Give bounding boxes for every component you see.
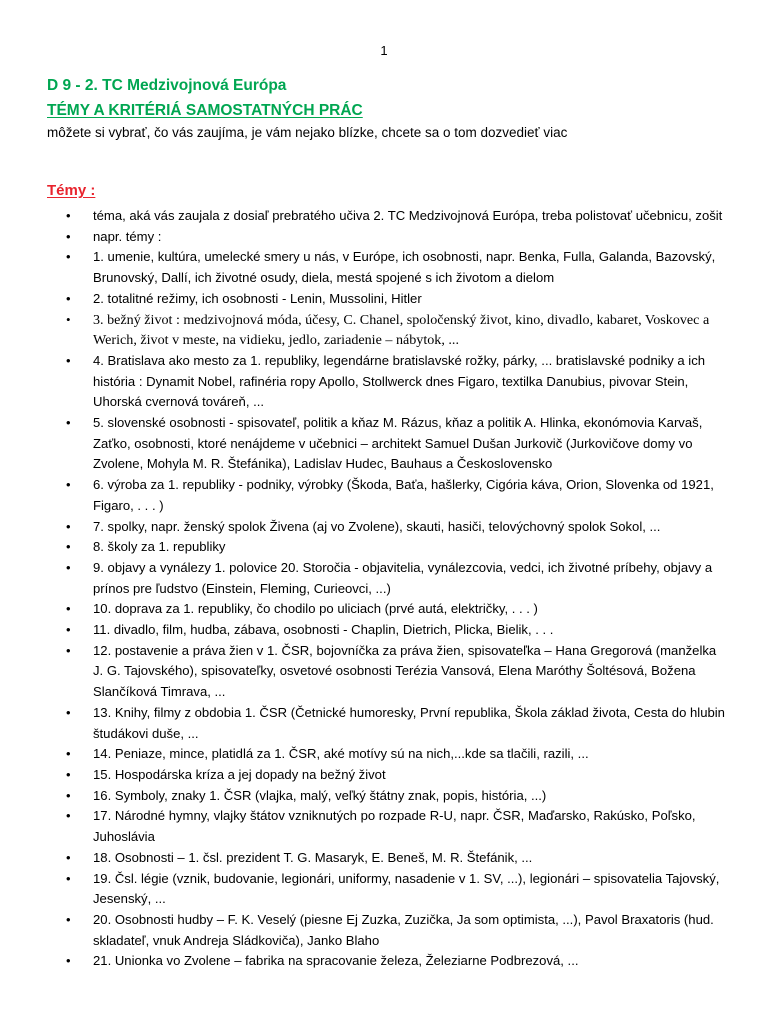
list-item: • 3. bežný život : medzivojnová móda, účesy, C. Chanel, spoločenský život, kino, divadlo, kabaret, Voskovec a Werich, život v meste, na vidieku, jedlo, zariadenie – nábytok, ... <box>0 310 768 351</box>
list-item: • 12. postavenie a práva žien v 1. ČSR, bojovníčka za práva žien, spisovateľka – Hana Gregorová (manželka J. G. Tajovského), spisovateľky, osvetové osobnosti Terézia Vansová, Elena Maróthy Šoltésová, Božena Slančíková Timrava, ... <box>0 641 768 703</box>
intro-text: môžete si vybrať, čo vás zaujíma, je vám nejako blízke, chcete sa o tom dozvedieť viac <box>47 125 568 140</box>
list-item: • 8. školy za 1. republiky <box>0 537 768 558</box>
topics-list <box>0 206 768 972</box>
list-item: • 19. Čsl. légie (vznik, budovanie, legionári, uniformy, nasadenie v 1. SV, ...), legionári – spisovatelia Tajovský, Jesenský, ... <box>0 869 768 910</box>
list-item: • 17. Národné hymny, vlajky štátov vzniknutých po rozpade R-U, napr. ČSR, Maďarsko, Rakúsko, Poľsko, Juhoslávia <box>0 806 768 847</box>
list-item: • 10. doprava za 1. republiky, čo chodilo po uliciach (prvé autá, električky, . . . ) <box>0 599 768 620</box>
list-item: • 11. divadlo, film, hudba, zábava, osobnosti - Chaplin, Dietrich, Plicka, Bielik, . . . <box>0 620 768 641</box>
list-item: • 13. Knihy, filmy z obdobia 1. ČSR (Četnické humoresky, První republika, Škola základ života, Cesta do hlubin študákovi duše, ... <box>0 703 768 744</box>
themes-heading: Témy : <box>47 182 96 199</box>
list-item: • 14. Peniaze, mince, platidlá za 1. ČSR, aké motívy sú na nich,...kde sa tlačili, razili, ... <box>0 744 768 765</box>
list-item: • 1. umenie, kultúra, umelecké smery u nás, v Európe, ich osobnosti, napr. Benka, Fulla, Galanda, Bazovský, Brunovský, Dallí, ich životné osudy, diela, mestá spojené s ich životom a dielom <box>0 247 768 288</box>
list-item: • napr. témy : <box>0 227 768 248</box>
list-item: • 21. Unionka vo Zvolene – fabrika na spracovanie železa, Železiarne Podbrezová, ... <box>0 951 768 972</box>
list-item: • 20. Osobnosti hudby – F. K. Veselý (piesne Ej Zuzka, Zuzička, Ja som optimista, ...), Pavol Braxatoris (hud. skladateľ, vnuk Andreja Sládkoviča), Janko Blaho <box>0 910 768 951</box>
list-item: • 6. výroba za 1. republiky - podniky, výrobky (Škoda, Baťa, hašlerky, Cigória káva, Orion, Slovenka od 1921, Figaro, . . . ) <box>0 475 768 516</box>
list-item: • 7. spolky, napr. ženský spolok Živena (aj vo Zvolene), skauti, hasiči, telovýchovný spolok Sokol, ... <box>0 517 768 538</box>
list-item: • 4. Bratislava ako mesto za 1. republiky, legendárne bratislavské rožky, párky, ... bratislavské podniky a ich história : Dynamit Nobel, rafinéria ropy Apollo, Stollwerck dnes Figaro, textilka Danubius, pivovar Stein, Uhorská cvernová továreň, ... <box>0 351 768 413</box>
list-item: • 16. Symboly, znaky 1. ČSR (vlajka, malý, veľký štátny znak, popis, história, ...) <box>0 786 768 807</box>
list-item: • 18. Osobnosti – 1. čsl. prezident T. G. Masaryk, E. Beneš, M. R. Štefánik, ... <box>0 848 768 869</box>
list-item: • téma, aká vás zaujala z dosiaľ prebratého učiva 2. TC Medzivojnová Európa, treba polistovať učebnicu, zošit <box>0 206 768 227</box>
list-item: • 5. slovenské osobnosti - spisovateľ, politik a kňaz M. Rázus, kňaz a politik A. Hlinka, ekonómovia Karvaš, Zaťko, osobnosti, ktoré nenájdeme v učebnici – architekt Samuel Dušan Jurkovič (Jurkovičove domy vo Zvolene, Mohyla M. R. Štefánika), Ladislav Hudec, Bauhaus a Československo <box>0 413 768 475</box>
page-number: 1 <box>380 43 388 58</box>
list-item: • 2. totalitné režimy, ich osobnosti - Lenin, Mussolini, Hitler <box>0 289 768 310</box>
list-item: • 9. objavy a vynálezy 1. polovice 20. Storočia - objavitelia, vynálezcovia, vedci, ich životné príbehy, objavy a prínos pre ľudstvo (Einstein, Fleming, Curieovci, ...) <box>0 558 768 599</box>
document-title: D 9 - 2. TC Medzivojnová Európa <box>47 77 287 94</box>
list-item: • 15. Hospodárska kríza a jej dopady na bežný život <box>0 765 768 786</box>
document-subtitle: TÉMY A KRITÉRIÁ SAMOSTATNÝCH PRÁC <box>47 102 363 119</box>
